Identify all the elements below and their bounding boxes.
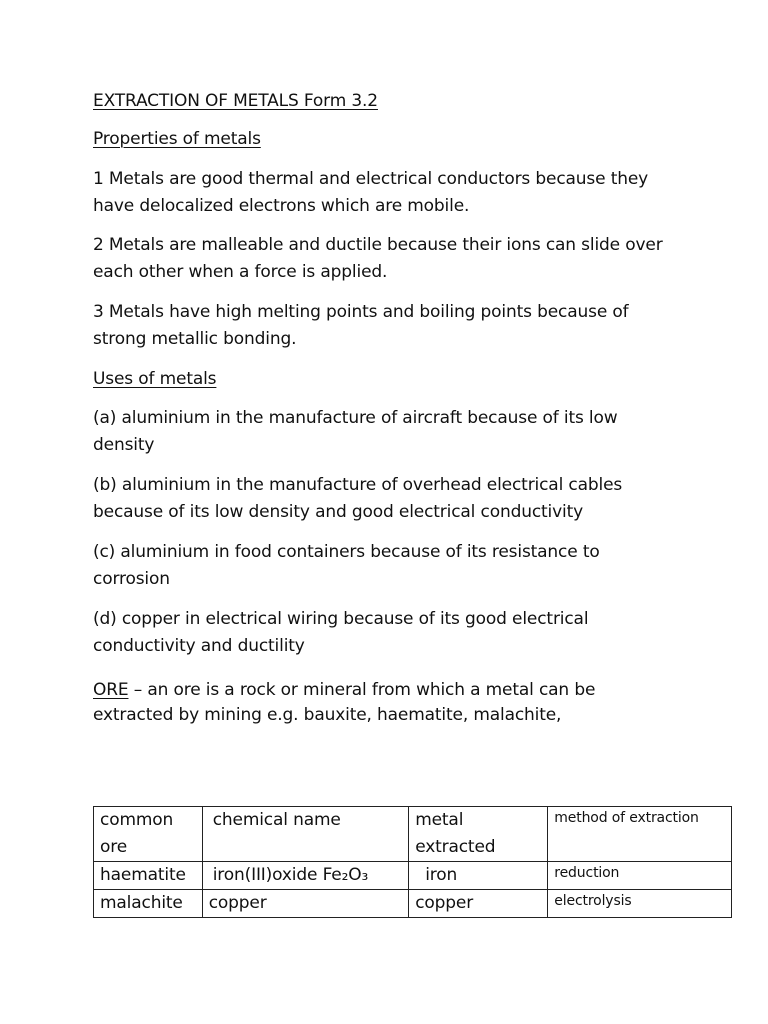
properties-heading: Properties of metals <box>93 129 261 149</box>
use-d-line-1: (d) copper in electrical wiring because of its good electrical <box>93 609 589 629</box>
cell-ore: haematite <box>94 862 203 890</box>
ore-term: ORE <box>93 680 129 700</box>
property-1-line-2: have delocalized electrons which are mobile. <box>93 196 470 216</box>
header-metal-extracted: metal extracted <box>409 807 548 862</box>
cell-metal: copper <box>409 890 548 918</box>
ore-table <box>93 806 732 918</box>
property-2-line-2: each other when a force is applied. <box>93 262 388 282</box>
cell-chemical-name: copper <box>202 890 409 918</box>
header-common-ore: common ore <box>94 807 203 862</box>
header-method-of-extraction: method of extraction <box>548 807 732 862</box>
document-title: EXTRACTION OF METALS Form 3.2 <box>93 91 378 111</box>
property-3-line-1: 3 Metals have high melting points and boiling points because of <box>93 302 629 322</box>
use-b-line-1: (b) aluminium in the manufacture of overhead electrical cables <box>93 475 623 495</box>
cell-metal: iron <box>409 862 548 890</box>
table-header-row <box>94 807 732 862</box>
property-3-line-2: strong metallic bonding. <box>93 329 297 349</box>
property-1-line-1: 1 Metals are good thermal and electrical conductors because they <box>93 169 649 189</box>
cell-chemical-name: iron(III)oxide Fe₂O₃ <box>202 862 409 890</box>
use-a-line-2: density <box>93 435 155 455</box>
ore-definition-line-1: ORE – an ore is a rock or mineral from which a metal can be <box>93 680 596 700</box>
use-a-line-1: (a) aluminium in the manufacture of aircraft because of its low <box>93 408 618 428</box>
table-row <box>94 862 732 890</box>
use-b-line-2: because of its low density and good electrical conductivity <box>93 502 584 522</box>
use-c-line-1: (c) aluminium in food containers because of its resistance to <box>93 542 600 562</box>
ore-definition-line-2: extracted by mining e.g. bauxite, haematite, malachite, <box>93 705 562 725</box>
uses-heading: Uses of metals <box>93 369 217 389</box>
cell-method: electrolysis <box>548 890 732 918</box>
cell-ore: malachite <box>94 890 203 918</box>
cell-method: reduction <box>548 862 732 890</box>
use-c-line-2: corrosion <box>93 569 170 589</box>
header-chemical-name: chemical name <box>202 807 409 862</box>
use-d-line-2: conductivity and ductility <box>93 636 305 656</box>
property-2-line-1: 2 Metals are malleable and ductile because their ions can slide over <box>93 235 663 255</box>
table-row <box>94 890 732 918</box>
